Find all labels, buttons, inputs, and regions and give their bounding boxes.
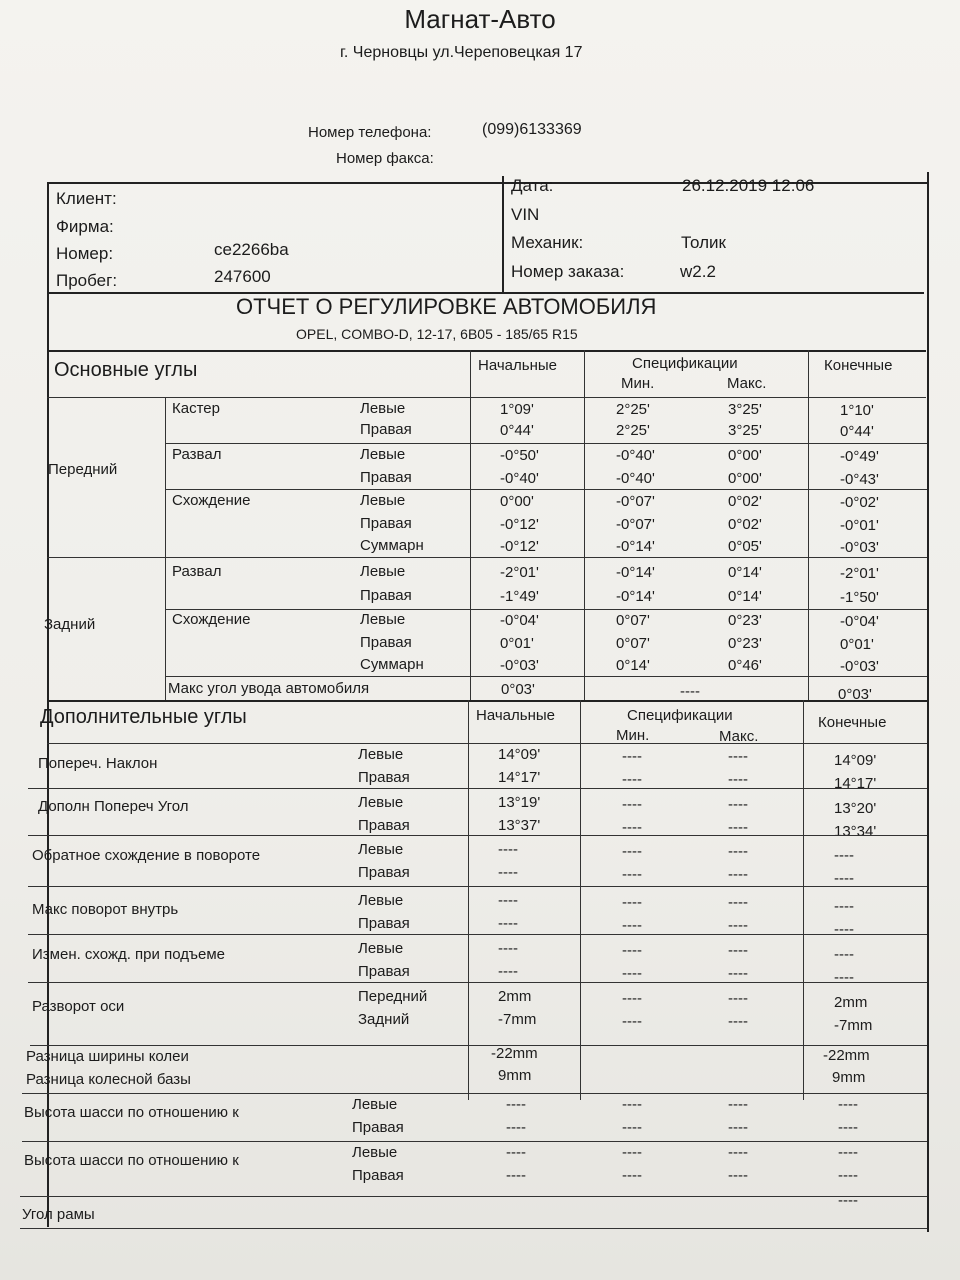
extra-col-min: Мин. bbox=[616, 727, 650, 744]
main-row-max-value: 3°25' bbox=[728, 401, 762, 418]
main-col-max: Макс. bbox=[727, 375, 767, 392]
main-row-side-label: Суммарн bbox=[360, 537, 424, 554]
main-row-max-value: 0°02' bbox=[728, 493, 762, 510]
extra-row-side-label: Правая bbox=[358, 817, 410, 834]
extra-row-min-value: ---- bbox=[622, 748, 642, 765]
extra-row-side-label: Правая bbox=[358, 963, 410, 980]
main-col-spec: Спецификации bbox=[632, 355, 738, 372]
thrust-angle-spec: ---- bbox=[680, 683, 700, 700]
main-section-bottom-border bbox=[47, 700, 927, 702]
extra-row-final-value: 13°20' bbox=[834, 800, 877, 817]
thrust-angle-initial: 0°03' bbox=[501, 681, 535, 698]
main-row-final-value: 0°44' bbox=[840, 423, 874, 440]
main-row-final-value: -1°50' bbox=[840, 589, 879, 606]
main-row-min-value: -0°07' bbox=[616, 516, 655, 533]
chassis-row-max-value: ---- bbox=[728, 1167, 748, 1184]
chassis-row-min-value: ---- bbox=[622, 1144, 642, 1161]
chassis-row-min-value: ---- bbox=[622, 1119, 642, 1136]
main-row-min-value: -0°40' bbox=[616, 447, 655, 464]
main-section-top-border bbox=[47, 350, 926, 352]
extra-row-final-value: 14°09' bbox=[834, 752, 877, 769]
chassis-row-initial-value: ---- bbox=[506, 1167, 526, 1184]
extra-row-side-label: Левые bbox=[358, 746, 404, 763]
extra-row-final-value: ---- bbox=[834, 946, 854, 963]
main-front-rear-divider bbox=[47, 557, 927, 558]
main-row-final-value: 0°01' bbox=[840, 636, 874, 653]
main-col-divider-2 bbox=[584, 350, 585, 700]
table-bottom-border bbox=[20, 1228, 927, 1229]
main-row-side-label: Левые bbox=[360, 611, 406, 628]
main-row-group-label: Развал bbox=[172, 563, 222, 580]
company-name: Магнат-Авто bbox=[404, 4, 556, 34]
client-label: Клиент: bbox=[56, 189, 117, 208]
company-address: г. Черновцы ул.Череповецкая 17 bbox=[340, 44, 583, 61]
main-row-group-label: Схождение bbox=[172, 611, 251, 628]
extra-row-line bbox=[20, 1196, 927, 1197]
order-label: Номер заказа: bbox=[511, 262, 625, 281]
chassis-row-side-label: Левые bbox=[352, 1096, 398, 1113]
main-row-side-label: Правая bbox=[360, 469, 412, 486]
extra-row-initial-value: ---- bbox=[498, 864, 518, 881]
chassis-row-initial-value: ---- bbox=[506, 1096, 526, 1113]
main-row-line bbox=[165, 443, 927, 444]
main-row-initial-value: -0°03' bbox=[500, 657, 539, 674]
number-label: Номер: bbox=[56, 244, 114, 263]
wheelbase-final: 9mm bbox=[832, 1069, 866, 1086]
extra-row-final-value: ---- bbox=[834, 969, 854, 986]
chassis-row-final-value: ---- bbox=[838, 1167, 858, 1184]
main-row-min-value: -0°07' bbox=[616, 493, 655, 510]
main-row-min-value: 2°25' bbox=[616, 422, 650, 439]
extra-row-initial-value: ---- bbox=[498, 892, 518, 909]
extra-row-side-label: Левые bbox=[358, 841, 404, 858]
main-row-line bbox=[165, 489, 927, 490]
chassis-row-min-value: ---- bbox=[622, 1167, 642, 1184]
chassis-row-max-value: ---- bbox=[728, 1119, 748, 1136]
extra-row-min-value: ---- bbox=[622, 894, 642, 911]
extra-row-max-value: ---- bbox=[728, 796, 748, 813]
main-row-min-value: -0°14' bbox=[616, 588, 655, 605]
extra-row-min-value: ---- bbox=[622, 866, 642, 883]
extra-row-initial-value: ---- bbox=[498, 915, 518, 932]
main-row-final-value: -0°03' bbox=[840, 539, 879, 556]
extra-group-label: Обратное схождение в повороте bbox=[32, 847, 261, 864]
main-row-initial-value: 0°00' bbox=[500, 493, 534, 510]
extra-row-min-value: ---- bbox=[622, 771, 642, 788]
extra-col-final: Конечные bbox=[818, 714, 887, 731]
main-row-line bbox=[165, 609, 927, 610]
extra-row-max-value: ---- bbox=[728, 748, 748, 765]
phone-label: Номер телефона: bbox=[308, 124, 432, 141]
main-row-final-value: -2°01' bbox=[840, 565, 879, 582]
extra-col-initial: Начальные bbox=[476, 707, 555, 724]
extra-row-final-value: -7mm bbox=[834, 1017, 873, 1034]
extra-row-final-value: 13°34' bbox=[834, 823, 877, 840]
chassis-height-label: Высота шасси по отношению к bbox=[24, 1152, 239, 1169]
main-row-side-label: Левые bbox=[360, 492, 406, 509]
extra-col-divider-2 bbox=[580, 700, 581, 1100]
mileage-label: Пробег: bbox=[56, 271, 118, 290]
chassis-row-initial-value: ---- bbox=[506, 1144, 526, 1161]
chassis-height-label: Высота шасси по отношению к bbox=[24, 1104, 239, 1121]
extra-row-max-value: ---- bbox=[728, 1013, 748, 1030]
track-width-initial: -22mm bbox=[491, 1045, 538, 1062]
main-row-max-value: 0°05' bbox=[728, 538, 762, 555]
main-row-initial-value: -0°50' bbox=[500, 447, 539, 464]
extra-col-max: Макс. bbox=[719, 728, 759, 745]
extra-row-side-label: Передний bbox=[358, 988, 428, 1005]
main-row-final-value: -0°43' bbox=[840, 471, 879, 488]
extra-col-divider-3 bbox=[803, 700, 804, 1100]
chassis-row-initial-value: ---- bbox=[506, 1119, 526, 1136]
vin-label: VIN bbox=[511, 205, 540, 224]
rear-axle-label: Задний bbox=[44, 616, 96, 633]
main-row-max-value: 0°00' bbox=[728, 470, 762, 487]
extra-row-min-value: ---- bbox=[622, 990, 642, 1007]
extra-group-label: Макс поворот внутрь bbox=[32, 901, 179, 918]
main-row-max-value: 0°14' bbox=[728, 564, 762, 581]
extra-row-side-label: Правая bbox=[358, 915, 410, 932]
chassis-row-max-value: ---- bbox=[728, 1144, 748, 1161]
extra-row-initial-value: 14°09' bbox=[498, 746, 541, 763]
extra-row-line bbox=[22, 1141, 927, 1142]
date-label: Дата: bbox=[511, 176, 554, 195]
extra-row-final-value: ---- bbox=[834, 847, 854, 864]
main-col-divider-1 bbox=[470, 350, 471, 700]
main-row-min-value: -0°14' bbox=[616, 564, 655, 581]
number-value: ce2266ba bbox=[214, 240, 289, 259]
extra-row-min-value: ---- bbox=[622, 942, 642, 959]
chassis-row-final-value: ---- bbox=[838, 1096, 858, 1113]
main-row-max-value: 0°00' bbox=[728, 447, 762, 464]
order-value: w2.2 bbox=[680, 262, 716, 281]
extra-row-side-label: Левые bbox=[358, 940, 404, 957]
extra-group-label: Измен. схожд. при подъеме bbox=[32, 946, 226, 963]
main-row-side-label: Правая bbox=[360, 634, 412, 651]
extra-row-initial-value: -7mm bbox=[498, 1011, 537, 1028]
firm-label: Фирма: bbox=[56, 217, 114, 236]
main-row-final-value: 1°10' bbox=[840, 402, 874, 419]
main-row-side-label: Левые bbox=[360, 446, 406, 463]
chassis-row-side-label: Левые bbox=[352, 1144, 398, 1161]
extra-row-max-value: ---- bbox=[728, 819, 748, 836]
chassis-row-side-label: Правая bbox=[352, 1167, 404, 1184]
track-width-label: Разница ширины колеи bbox=[26, 1048, 189, 1065]
phone-value: (099)6133369 bbox=[482, 121, 582, 138]
extra-row-initial-value: ---- bbox=[498, 841, 518, 858]
extra-row-line bbox=[28, 934, 927, 935]
info-box-divider bbox=[502, 176, 504, 292]
extra-row-max-value: ---- bbox=[728, 990, 748, 1007]
main-row-max-value: 0°46' bbox=[728, 657, 762, 674]
extra-row-min-value: ---- bbox=[622, 917, 642, 934]
extra-row-min-value: ---- bbox=[622, 1013, 642, 1030]
chassis-row-final-value: ---- bbox=[838, 1119, 858, 1136]
main-row-final-value: -0°02' bbox=[840, 494, 879, 511]
main-row-side-label: Суммарн bbox=[360, 656, 424, 673]
front-axle-label: Передний bbox=[48, 461, 118, 478]
extra-row-min-value: ---- bbox=[622, 843, 642, 860]
main-row-max-value: 3°25' bbox=[728, 422, 762, 439]
extra-row-initial-value: 2mm bbox=[498, 988, 532, 1005]
main-row-min-value: -0°40' bbox=[616, 470, 655, 487]
extra-row-line bbox=[22, 1093, 927, 1094]
extra-row-final-value: ---- bbox=[834, 921, 854, 938]
extra-row-line bbox=[28, 788, 927, 789]
main-row-side-label: Правая bbox=[360, 515, 412, 532]
extra-group-label: Дополн Попереч Угол bbox=[38, 798, 189, 815]
mileage-value: 247600 bbox=[214, 267, 271, 286]
extra-row-side-label: Левые bbox=[358, 794, 404, 811]
extra-row-min-value: ---- bbox=[622, 965, 642, 982]
main-row-initial-value: 1°09' bbox=[500, 401, 534, 418]
extra-row-line bbox=[28, 886, 927, 887]
main-col-divider-3 bbox=[808, 350, 809, 700]
main-row-max-value: 0°23' bbox=[728, 635, 762, 652]
extra-row-min-value: ---- bbox=[622, 796, 642, 813]
extra-row-side-label: Правая bbox=[358, 864, 410, 881]
extra-row-initial-value: 13°37' bbox=[498, 817, 541, 834]
extra-header-bottom-border bbox=[47, 743, 927, 744]
extra-group-label: Разворот оси bbox=[32, 998, 125, 1015]
frame-angle-final: ---- bbox=[838, 1192, 858, 1209]
main-row-initial-value: -2°01' bbox=[500, 564, 539, 581]
extra-col-divider-1 bbox=[468, 700, 469, 1100]
main-row-min-value: 2°25' bbox=[616, 401, 650, 418]
main-row-group-label: Схождение bbox=[172, 492, 251, 509]
extra-row-line bbox=[28, 835, 927, 836]
report-title: ОТЧЕТ О РЕГУЛИРОВКЕ АВТОМОБИЛЯ bbox=[236, 294, 657, 319]
vehicle-spec: OPEL, COMBO-D, 12-17, 6B05 - 185/65 R15 bbox=[296, 326, 578, 342]
extra-row-initial-value: 13°19' bbox=[498, 794, 541, 811]
extra-row-final-value: ---- bbox=[834, 870, 854, 887]
main-row-max-value: 0°02' bbox=[728, 516, 762, 533]
extra-row-max-value: ---- bbox=[728, 942, 748, 959]
main-row-final-value: -0°49' bbox=[840, 448, 879, 465]
extra-col-spec: Спецификации bbox=[627, 707, 733, 724]
extra-row-final-value: 14°17' bbox=[834, 775, 877, 792]
extra-row-side-label: Левые bbox=[358, 892, 404, 909]
main-row-initial-value: 0°44' bbox=[500, 422, 534, 439]
thrust-angle-final: 0°03' bbox=[838, 686, 872, 703]
main-row-min-value: 0°14' bbox=[616, 657, 650, 674]
main-row-line bbox=[165, 676, 927, 677]
extra-row-initial-value: ---- bbox=[498, 963, 518, 980]
thrust-angle-label: Макс угол увода автомобиля bbox=[168, 680, 370, 697]
extra-row-side-label: Правая bbox=[358, 769, 410, 786]
extra-row-final-value: ---- bbox=[834, 898, 854, 915]
extra-row-initial-value: ---- bbox=[498, 940, 518, 957]
main-row-side-label: Левые bbox=[360, 400, 406, 417]
extra-row-max-value: ---- bbox=[728, 917, 748, 934]
extra-row-max-value: ---- bbox=[728, 771, 748, 788]
extra-row-max-value: ---- bbox=[728, 866, 748, 883]
extra-section-title: Дополнительные углы bbox=[40, 706, 247, 728]
extra-row-line bbox=[28, 982, 927, 983]
extra-row-min-value: ---- bbox=[622, 819, 642, 836]
main-row-side-label: Правая bbox=[360, 421, 412, 438]
table-right-border bbox=[927, 172, 929, 1232]
main-col-min: Мин. bbox=[621, 375, 655, 392]
main-row-final-value: -0°01' bbox=[840, 517, 879, 534]
extra-row-side-label: Задний bbox=[358, 1011, 410, 1028]
main-row-side-label: Левые bbox=[360, 563, 406, 580]
fax-label: Номер факса: bbox=[336, 150, 434, 167]
main-col-final: Конечные bbox=[824, 357, 893, 374]
extra-group-label: Попереч. Наклон bbox=[38, 755, 158, 772]
extra-row-line bbox=[30, 1045, 927, 1046]
main-row-min-value: -0°14' bbox=[616, 538, 655, 555]
main-row-max-value: 0°14' bbox=[728, 588, 762, 605]
main-section-title: Основные углы bbox=[54, 359, 198, 381]
extra-row-final-value: 2mm bbox=[834, 994, 868, 1011]
main-col-initial: Начальные bbox=[478, 357, 557, 374]
date-value: 26.12.2019 12:06 bbox=[682, 176, 815, 195]
main-row-final-value: -0°03' bbox=[840, 658, 879, 675]
main-row-side-label: Правая bbox=[360, 587, 412, 604]
main-row-group-label: Кастер bbox=[172, 400, 220, 417]
main-row-min-value: 0°07' bbox=[616, 612, 650, 629]
mechanic-value: Толик bbox=[681, 233, 726, 252]
main-header-bottom-border bbox=[47, 397, 926, 398]
track-width-final: -22mm bbox=[823, 1047, 870, 1064]
wheelbase-label: Разница колесной базы bbox=[26, 1071, 191, 1088]
extra-row-max-value: ---- bbox=[728, 965, 748, 982]
extra-row-initial-value: 14°17' bbox=[498, 769, 541, 786]
main-row-max-value: 0°23' bbox=[728, 612, 762, 629]
chassis-row-max-value: ---- bbox=[728, 1096, 748, 1113]
main-row-group-label: Развал bbox=[172, 446, 222, 463]
main-row-initial-value: -0°12' bbox=[500, 516, 539, 533]
extra-row-max-value: ---- bbox=[728, 843, 748, 860]
chassis-row-final-value: ---- bbox=[838, 1144, 858, 1161]
chassis-row-side-label: Правая bbox=[352, 1119, 404, 1136]
main-row-final-value: -0°04' bbox=[840, 613, 879, 630]
main-row-initial-value: 0°01' bbox=[500, 635, 534, 652]
extra-row-max-value: ---- bbox=[728, 894, 748, 911]
main-row-initial-value: -0°04' bbox=[500, 612, 539, 629]
main-row-initial-value: -0°40' bbox=[500, 470, 539, 487]
main-row-min-value: 0°07' bbox=[616, 635, 650, 652]
main-row-initial-value: -0°12' bbox=[500, 538, 539, 555]
wheelbase-initial: 9mm bbox=[498, 1067, 532, 1084]
main-row-initial-value: -1°49' bbox=[500, 588, 539, 605]
chassis-row-min-value: ---- bbox=[622, 1096, 642, 1113]
frame-angle-label: Угол рамы bbox=[22, 1206, 95, 1223]
mechanic-label: Механик: bbox=[511, 233, 584, 252]
